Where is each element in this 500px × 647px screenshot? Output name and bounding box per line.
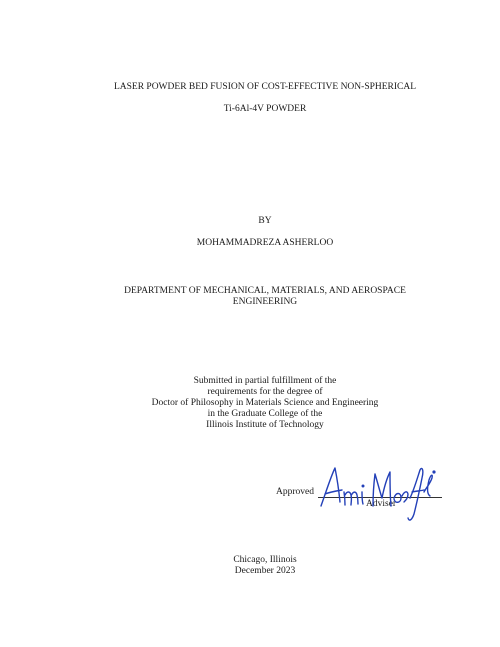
adviser-signature [318, 462, 438, 524]
submission-date: December 2023 [234, 566, 296, 576]
thesis-title-line-1: LASER POWDER BED FUSION OF COST-EFFECTIVE NON-SPHERICAL [113, 82, 417, 92]
location: Chicago, Illinois [233, 555, 297, 565]
author-name: MOHAMMADREZA ASHERLOO [196, 238, 334, 248]
signature-strokes [321, 468, 435, 520]
approved-label: Approved [276, 487, 314, 497]
submission-line: Submitted in partial fulfillment of the [193, 376, 337, 386]
adviser-label: Adviser [366, 499, 397, 509]
thesis-title-line-2: Ti-6Al-4V POWDER [223, 104, 307, 114]
submission-line: Doctor of Philosophy in Materials Science and Engineering [151, 398, 379, 408]
by-label: BY [258, 216, 272, 226]
submission-line: Illinois Institute of Technology [206, 420, 324, 430]
department-line-1: DEPARTMENT OF MECHANICAL, MATERIALS, AND AEROSPACE [124, 286, 406, 296]
submission-line: requirements for the degree of [207, 387, 323, 397]
department-line-2: ENGINEERING [232, 297, 298, 307]
submission-line: in the Graduate College of the [207, 409, 323, 419]
